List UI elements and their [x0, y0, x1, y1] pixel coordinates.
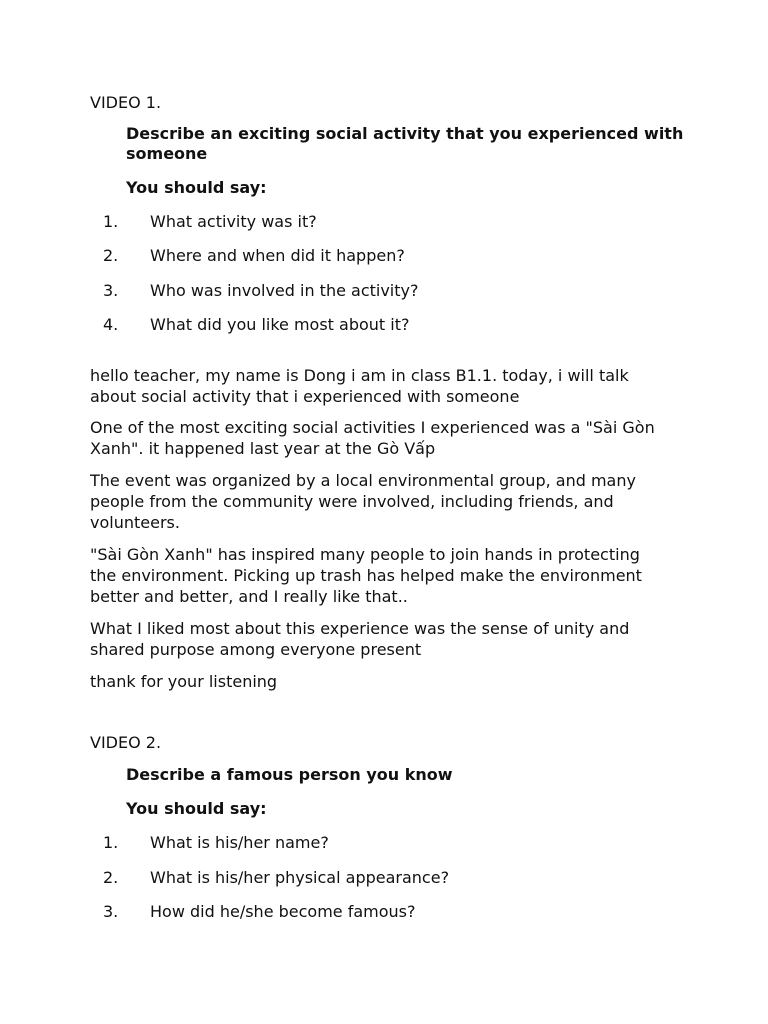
question-number: 1. [103, 212, 119, 231]
question-text: What activity was it? [150, 212, 317, 231]
question-text: What is his/her physical appearance? [150, 868, 450, 887]
question-number: 1. [103, 833, 119, 852]
answer-paragraph: One of the most exciting social activities I experienced was a "Sài Gòn Xanh". it happened last year at the Gò Vấp [90, 418, 655, 458]
video2-should-say: You should say: [126, 799, 267, 818]
question-text: What did you like most about it? [150, 315, 410, 334]
question-number: 4. [103, 315, 119, 334]
video1-should-say: You should say: [126, 178, 267, 197]
answer-paragraph: hello teacher, my name is Dong i am in class B1.1. today, i will talk about social activity that i experienced with someone [90, 366, 629, 406]
video2-prompt: Describe a famous person you know [126, 765, 453, 784]
video2-heading: VIDEO 2. [90, 733, 162, 752]
video1-prompt: Describe an exciting social activity that you experienced with someone [126, 124, 684, 163]
question-text: How did he/she become famous? [150, 902, 416, 921]
question-number: 2. [103, 246, 119, 265]
question-text: What is his/her name? [150, 833, 329, 852]
answer-paragraph: thank for your listening [90, 672, 278, 691]
answer-paragraph: What I liked most about this experience was the sense of unity and shared purpose among everyone present [90, 619, 630, 659]
question-number: 3. [103, 281, 119, 300]
answer-paragraph: "Sài Gòn Xanh" has inspired many people to join hands in protecting the environment. Picking up trash has helped make the environment better and better, and I really like that.. [90, 545, 642, 606]
question-text: Where and when did it happen? [150, 246, 405, 265]
question-text: Who was involved in the activity? [150, 281, 419, 300]
question-number: 2. [103, 868, 119, 887]
video1-heading: VIDEO 1. [90, 93, 162, 112]
question-number: 3. [103, 902, 119, 921]
answer-paragraph: The event was organized by a local environmental group, and many people from the community were involved, including friends, and volunteers. [90, 471, 636, 532]
